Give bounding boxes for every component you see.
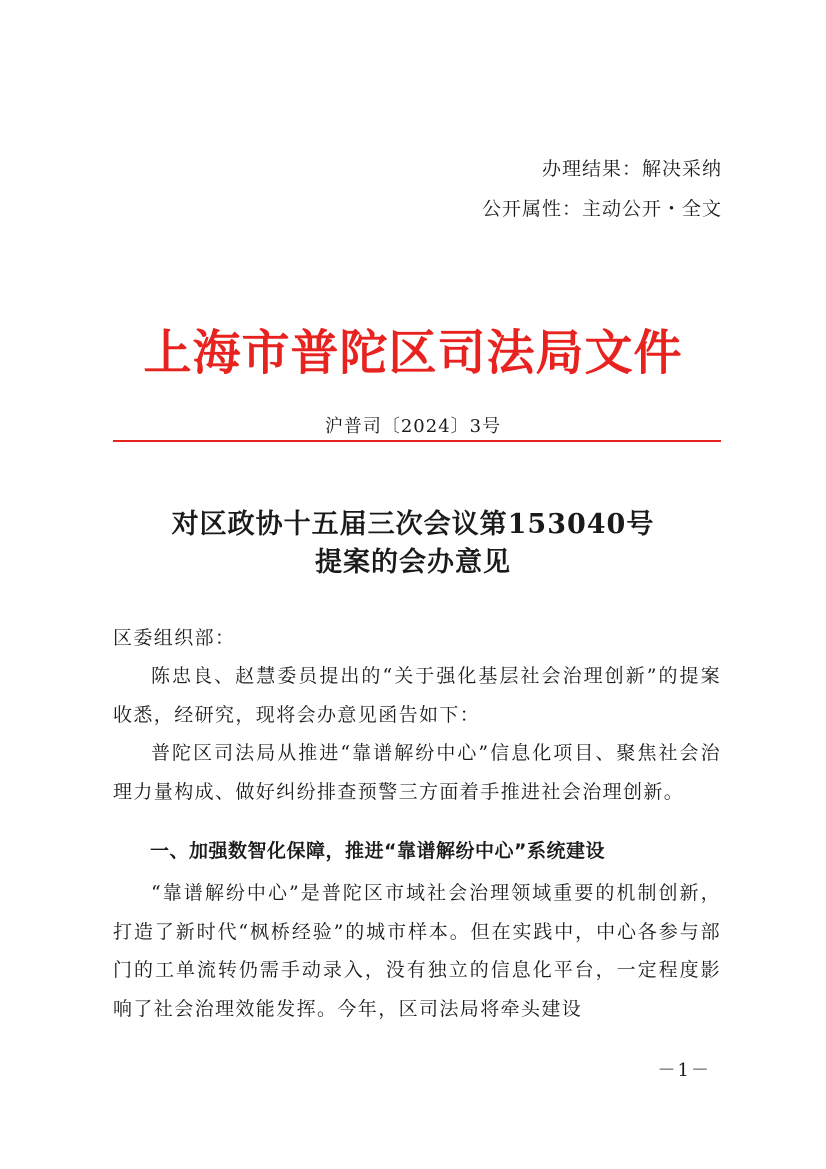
- body-paragraph-3: “靠谱解纷中心”是普陀区市域社会治理领域重要的机制创新，打造了新时代“枫桥经验”的城市样本。但在实践中，中心各参与部门的工单流转仍需手动录入，没有独立的信息化平台，一定程度影响了社会治理效能发挥。今年，区司法局将牵头建设: [113, 882, 721, 1020]
- disclosure-attribute: 公开属性：主动公开・全文: [481, 198, 722, 220]
- salutation: 区委组织部：: [113, 627, 236, 649]
- section-heading-1: 一、加强数智化保障，推进“靠谱解纷中心”系统建设: [150, 840, 605, 862]
- issuer-header: 上海市普陀区司法局文件: [143, 325, 683, 381]
- body-paragraph-1: 陈忠良、赵慧委员提出的“关于强化基层社会治理创新”的提案收悉，经研究，现将会办意见函告如下：: [113, 665, 721, 726]
- body-paragraph-2: 普陀区司法局从推进“靠谱解纷中心”信息化项目、聚焦社会治理力量构成、做好纠纷排查预警三方面着手推进社会治理创新。: [113, 742, 721, 803]
- handling-result: 办理结果：解决采纳: [541, 158, 722, 180]
- document-title-line-1: 对区政协十五届三次会议第153040号: [171, 509, 655, 540]
- document-title-line-2: 提案的会办意见: [315, 547, 511, 578]
- document-number: 沪普司〔2024〕3号: [324, 416, 502, 437]
- red-divider-line: [113, 440, 721, 442]
- page-number: －1－: [657, 1060, 711, 1081]
